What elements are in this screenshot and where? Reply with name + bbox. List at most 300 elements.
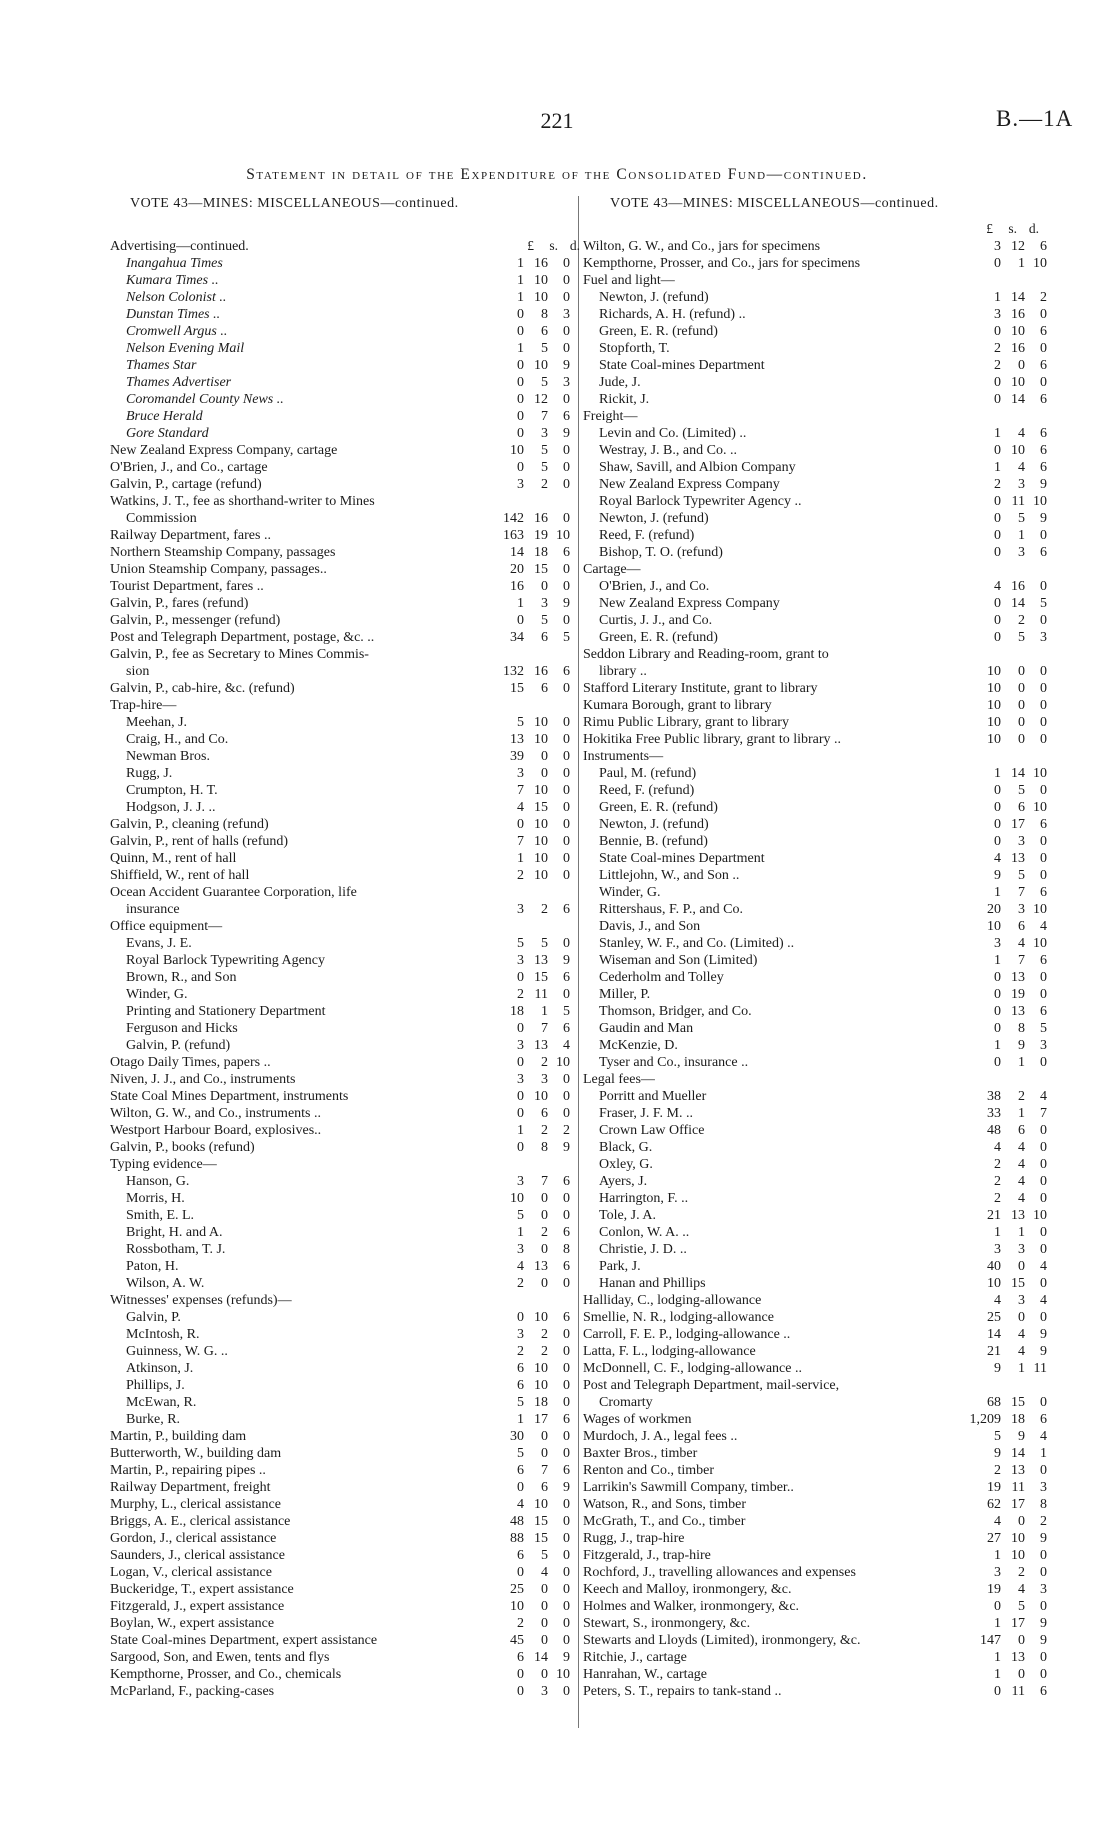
expenditure-row [110, 663, 570, 680]
shillings-value: 1 [541, 1004, 548, 1019]
shillings-value: 10 [534, 358, 548, 373]
shillings-value: 10 [534, 273, 548, 288]
pence-value: 0 [1040, 1650, 1047, 1665]
pounds-value: 5 [994, 1429, 1001, 1444]
expenditure-row [110, 1632, 570, 1649]
pence-value: 2 [1040, 1514, 1047, 1529]
left-expenditure-column [110, 238, 570, 1700]
pounds-value: 4 [517, 1497, 524, 1512]
expenditure-row [583, 1479, 1047, 1496]
shillings-value [1001, 1071, 1025, 1088]
pounds-value: 10 [987, 1276, 1001, 1291]
item-description: Nelson Colonist .. [126, 290, 227, 305]
pence-value: 0 [1040, 579, 1047, 594]
pence-value: 2 [1040, 290, 1047, 305]
shillings-value: 15 [534, 1514, 548, 1529]
item-description: Stanley, W. F., and Co. (Limited) .. [599, 936, 795, 951]
expenditure-row [110, 714, 570, 731]
pounds-value [492, 1292, 524, 1309]
shillings-value: 0 [541, 1599, 548, 1614]
item-description: Sargood, Son, and Ewen, tents and flys [110, 1650, 330, 1665]
shillings-value: 19 [534, 528, 548, 543]
item-description: Royal Barlock Typewriting Agency [126, 953, 326, 968]
expenditure-row [110, 1156, 570, 1173]
pounds-value: 6 [517, 1361, 524, 1376]
expenditure-row [110, 646, 570, 663]
item-description: Galvin, P., cleaning (refund) [110, 817, 269, 832]
shillings-value: 4 [1018, 1157, 1025, 1172]
pence-value: 9 [1040, 1344, 1047, 1359]
shillings-value: 3 [1018, 834, 1025, 849]
item-description: Murdoch, J. A., legal fees .. [583, 1429, 738, 1444]
expenditure-row [110, 425, 570, 442]
expenditure-row [110, 935, 570, 952]
pounds-value: 1 [994, 953, 1001, 968]
shillings-value: 0 [541, 1208, 548, 1223]
pounds-value: 2 [994, 341, 1001, 356]
item-description: Buckeridge, T., expert assistance [110, 1582, 294, 1597]
pence-value: 0 [563, 1497, 570, 1512]
pence-value: 6 [1040, 1684, 1047, 1699]
pence-value: 0 [563, 1565, 570, 1580]
shillings-value: 10 [1011, 1548, 1025, 1563]
item-description: Richards, A. H. (refund) .. [599, 307, 746, 322]
pence-value: 6 [1040, 239, 1047, 254]
item-description: Stewarts and Lloyds (Limited), ironmongery, &c. [583, 1633, 861, 1648]
item-description: Hanrahan, W., cartage [583, 1667, 707, 1682]
pence-value: 0 [1040, 1123, 1047, 1138]
pounds-value: 0 [994, 511, 1001, 526]
expenditure-row [110, 1105, 570, 1122]
pounds-value: 13 [510, 732, 524, 747]
shillings-value: 7 [1018, 953, 1025, 968]
item-description: Stafford Literary Institute, grant to library [583, 681, 818, 696]
pounds-value: 40 [987, 1259, 1001, 1274]
pounds-value: 1 [994, 1650, 1001, 1665]
shillings-value: 4 [541, 1565, 548, 1580]
shillings-value [524, 1292, 548, 1309]
expenditure-row [110, 357, 570, 374]
pounds-value: 1 [517, 256, 524, 271]
shillings-value: 16 [1011, 579, 1025, 594]
item-description: Halliday, C., lodging-allowance [583, 1293, 762, 1308]
pounds-value: 0 [994, 987, 1001, 1002]
shillings-value: 1 [1018, 1361, 1025, 1376]
expenditure-row [110, 1207, 570, 1224]
pence-value: 0 [563, 817, 570, 832]
pence-value [548, 238, 570, 255]
item-description: Meehan, J. [126, 715, 188, 730]
pounds-value: 39 [510, 749, 524, 764]
item-description: Otago Daily Times, papers .. [110, 1055, 271, 1070]
shillings-value [524, 1156, 548, 1173]
shillings-value: 6 [541, 324, 548, 339]
pence-value: 9 [1040, 477, 1047, 492]
expenditure-row [583, 527, 1047, 544]
pounds-value: 1 [994, 885, 1001, 900]
expenditure-row [110, 1241, 570, 1258]
pence-value: 0 [1040, 1276, 1047, 1291]
expenditure-row [583, 1326, 1047, 1343]
shillings-value: 0 [1018, 1633, 1025, 1648]
pounds-value: 0 [994, 375, 1001, 390]
item-description: Newton, J. (refund) [599, 817, 709, 832]
pounds-value: 3 [994, 307, 1001, 322]
item-description: Wilson, A. W. [126, 1276, 205, 1291]
expenditure-row [110, 1258, 570, 1275]
expenditure-row [583, 1564, 1047, 1581]
pounds-value: 0 [517, 324, 524, 339]
pounds-value: 3 [517, 1072, 524, 1087]
item-description: Hodgson, J. J. .. [126, 800, 216, 815]
pounds-value: 0 [994, 392, 1001, 407]
pounds-value: 0 [994, 1004, 1001, 1019]
expenditure-row [583, 1496, 1047, 1513]
expenditure-row [110, 850, 570, 867]
shillings-value: 7 [1018, 885, 1025, 900]
shillings-value: 0 [1018, 681, 1025, 696]
pounds-value: 1,209 [969, 1412, 1001, 1427]
item-description: Paul, M. (refund) [599, 766, 697, 781]
item-description: Hanson, G. [126, 1174, 190, 1189]
pence-value: 0 [563, 1616, 570, 1631]
expenditure-row [583, 884, 1047, 901]
pounds-value: 0 [994, 1021, 1001, 1036]
pence-value: 9 [563, 596, 570, 611]
pence-value: 6 [563, 902, 570, 917]
pounds-value: 1 [994, 766, 1001, 781]
item-description: Railway Department, fares .. [110, 528, 271, 543]
item-description: Galvin, P., rent of halls (refund) [110, 834, 289, 849]
expenditure-row [110, 1309, 570, 1326]
expenditure-row [110, 238, 570, 255]
pence-value: 9 [563, 358, 570, 373]
expenditure-row [110, 544, 570, 561]
pence-value: 0 [563, 511, 570, 526]
pounds-value: 45 [510, 1633, 524, 1648]
pounds-value: 2 [994, 1463, 1001, 1478]
pounds-value: 4 [994, 1514, 1001, 1529]
shillings-value: 17 [534, 1412, 548, 1427]
pence-value [1025, 646, 1047, 663]
pounds-value [492, 238, 524, 255]
right-column-heading: VOTE 43—MINES: MISCELLANEOUS—continued. [610, 196, 939, 211]
item-description: Galvin, P., fee as Secretary to Mines Commis- [110, 647, 369, 662]
pounds-value: 3 [517, 766, 524, 781]
shillings-value [524, 697, 548, 714]
expenditure-row [110, 1275, 570, 1292]
pence-value: 3 [1040, 1480, 1047, 1495]
expenditure-row [583, 1003, 1047, 1020]
expenditure-row [583, 1428, 1047, 1445]
pence-value [1025, 272, 1047, 289]
pounds-value [492, 493, 524, 510]
item-description: Hokitika Free Public library, grant to library .. [583, 732, 842, 747]
expenditure-row [583, 833, 1047, 850]
shillings-value: 12 [1011, 239, 1025, 254]
shillings-header: s. [549, 238, 558, 253]
item-description: Peters, S. T., repairs to tank-stand .. [583, 1684, 782, 1699]
shillings-value [524, 646, 548, 663]
pounds-value [957, 561, 1001, 578]
shillings-value: 0 [541, 1616, 548, 1631]
item-description: Christie, J. D. .. [599, 1242, 687, 1257]
item-description: Kempthorne, Prosser, and Co., jars for specimens [583, 256, 861, 271]
expenditure-row [110, 833, 570, 850]
item-description: Black, G. [599, 1140, 653, 1155]
pence-value: 6 [1040, 443, 1047, 458]
pence-value: 6 [1040, 885, 1047, 900]
expenditure-row [583, 1224, 1047, 1241]
shillings-value: 8 [541, 307, 548, 322]
pounds-value: 1 [517, 290, 524, 305]
expenditure-row [583, 1598, 1047, 1615]
pence-value: 10 [1033, 902, 1047, 917]
pence-value: 0 [1040, 1225, 1047, 1240]
pence-value: 6 [563, 1463, 570, 1478]
shillings-value: 3 [541, 426, 548, 441]
expenditure-row [583, 1615, 1047, 1632]
item-description: Advertising—continued. [110, 239, 249, 254]
shillings-value: 7 [541, 1021, 548, 1036]
item-description: Littlejohn, W., and Son .. [599, 868, 740, 883]
shillings-value: 10 [534, 1497, 548, 1512]
pence-value [548, 1156, 570, 1173]
item-description: Bennie, B. (refund) [599, 834, 708, 849]
shillings-value: 14 [534, 1650, 548, 1665]
shillings-value: 7 [541, 1174, 548, 1189]
shillings-value: 0 [541, 766, 548, 781]
shillings-value: 9 [1018, 1429, 1025, 1444]
pounds-value: 2 [517, 987, 524, 1002]
pence-value [1025, 1071, 1047, 1088]
shillings-value: 5 [541, 341, 548, 356]
expenditure-row [110, 1020, 570, 1037]
expenditure-row [583, 1649, 1047, 1666]
item-description: Cromarty [599, 1395, 653, 1410]
pounds-header: £ [986, 221, 993, 236]
pounds-value: 25 [510, 1582, 524, 1597]
pounds-value: 0 [994, 545, 1001, 560]
shillings-value: 4 [1018, 1140, 1025, 1155]
item-description: Holmes and Walker, ironmongery, &c. [583, 1599, 800, 1614]
pounds-value: 25 [987, 1310, 1001, 1325]
pounds-value: 68 [987, 1395, 1001, 1410]
pence-value: 0 [1040, 1191, 1047, 1206]
item-description: Davis, J., and Son [599, 919, 701, 934]
pence-value: 0 [1040, 1463, 1047, 1478]
pence-value [548, 918, 570, 935]
expenditure-row [110, 816, 570, 833]
shillings-value: 0 [541, 1242, 548, 1257]
pence-value: 9 [1040, 1327, 1047, 1342]
pence-value: 9 [563, 426, 570, 441]
expenditure-row [583, 289, 1047, 306]
pounds-value: 10 [510, 1191, 524, 1206]
pounds-value: 0 [994, 630, 1001, 645]
item-description: New Zealand Express Company, cartage [110, 443, 338, 458]
pounds-value: 5 [517, 1446, 524, 1461]
pounds-value: 0 [517, 409, 524, 424]
pence-value: 0 [1040, 851, 1047, 866]
pence-value: 6 [1040, 953, 1047, 968]
pounds-value: 2 [517, 868, 524, 883]
item-description: Nelson Evening Mail [126, 341, 245, 356]
shillings-value [1001, 748, 1025, 765]
pounds-value: 147 [980, 1633, 1001, 1648]
expenditure-row [110, 782, 570, 799]
expenditure-row [583, 442, 1047, 459]
item-description: Watson, R., and Sons, timber [583, 1497, 746, 1512]
pounds-value: 0 [517, 1106, 524, 1121]
shillings-value: 5 [1018, 868, 1025, 883]
statement-title: Statement in detail of the Expenditure of the Consolidated Fund—continued. [246, 166, 868, 183]
pence-value: 0 [563, 1361, 570, 1376]
pounds-value: 2 [994, 477, 1001, 492]
pence-value: 0 [563, 1429, 570, 1444]
expenditure-row [583, 357, 1047, 374]
shillings-value: 0 [1018, 1667, 1025, 1682]
pence-value: 8 [563, 1242, 570, 1257]
item-description: Rugg, J., trap-hire [583, 1531, 685, 1546]
pounds-value: 5 [517, 936, 524, 951]
expenditure-row [583, 935, 1047, 952]
expenditure-row [110, 595, 570, 612]
item-description: Tole, J. A. [599, 1208, 656, 1223]
pounds-value: 4 [517, 800, 524, 815]
pounds-value: 10 [987, 698, 1001, 713]
item-description: Royal Barlock Typewriter Agency .. [599, 494, 802, 509]
item-description: Green, E. R. (refund) [599, 324, 718, 339]
pence-value: 5 [1040, 1021, 1047, 1036]
shillings-value: 16 [1011, 307, 1025, 322]
expenditure-row [110, 1394, 570, 1411]
item-description: Bishop, T. O. (refund) [599, 545, 723, 560]
item-description: Rimu Public Library, grant to library [583, 715, 789, 730]
pence-value: 0 [1040, 613, 1047, 628]
pence-header: d. [1028, 221, 1039, 236]
expenditure-row [110, 1547, 570, 1564]
item-description: Brown, R., and Son [126, 970, 237, 985]
item-description: Rittershaus, F. P., and Co. [599, 902, 743, 917]
item-description: Cromwell Argus .. [126, 324, 228, 339]
item-description: McDonnell, C. F., lodging-allowance .. [583, 1361, 802, 1376]
expenditure-row [110, 629, 570, 646]
shillings-value: 0 [541, 1429, 548, 1444]
pounds-value: 1 [517, 341, 524, 356]
pence-value: 10 [556, 1667, 570, 1682]
item-description: Printing and Stationery Department [126, 1004, 326, 1019]
shillings-value: 10 [1011, 1531, 1025, 1546]
shillings-value: 3 [1018, 1293, 1025, 1308]
expenditure-row [583, 1105, 1047, 1122]
pounds-value: 0 [517, 1667, 524, 1682]
right-expenditure-column [583, 238, 1047, 1700]
pounds-value: 48 [987, 1123, 1001, 1138]
expenditure-row [583, 1292, 1047, 1309]
shillings-value: 17 [1011, 1616, 1025, 1631]
shillings-value: 10 [534, 817, 548, 832]
item-description: Bruce Herald [126, 409, 203, 424]
pounds-value: 27 [987, 1531, 1001, 1546]
pence-value: 0 [563, 1072, 570, 1087]
item-description: Trap-hire— [110, 698, 177, 713]
shillings-value [1001, 272, 1025, 289]
expenditure-row [110, 1173, 570, 1190]
column-divider [578, 196, 579, 1728]
pounds-value: 0 [517, 1480, 524, 1495]
pence-value: 0 [563, 1208, 570, 1223]
pounds-value: 88 [510, 1531, 524, 1546]
shillings-value: 19 [1011, 987, 1025, 1002]
shillings-value: 15 [1011, 1395, 1025, 1410]
pence-value: 0 [1040, 1140, 1047, 1155]
item-description: library .. [599, 664, 647, 679]
shillings-value: 3 [1018, 902, 1025, 917]
pounds-value: 1 [517, 1123, 524, 1138]
pounds-value: 0 [517, 358, 524, 373]
item-description: Railway Department, freight [110, 1480, 271, 1495]
shillings-value: 5 [1018, 630, 1025, 645]
pounds-value: 7 [517, 783, 524, 798]
expenditure-row [583, 578, 1047, 595]
item-description: Fitzgerald, J., expert assistance [110, 1599, 285, 1614]
expenditure-row [110, 1683, 570, 1700]
pence-value: 0 [563, 766, 570, 781]
shillings-value: 10 [534, 1089, 548, 1104]
pounds-value: 3 [517, 1174, 524, 1189]
expenditure-row [583, 646, 1047, 663]
item-description: Coromandel County News .. [126, 392, 284, 407]
pence-value: 0 [563, 1276, 570, 1291]
expenditure-row [583, 1071, 1047, 1088]
shillings-value: 13 [1011, 1463, 1025, 1478]
pence-value: 10 [556, 528, 570, 543]
item-description: Hanan and Phillips [599, 1276, 706, 1291]
item-description: Witnesses' expenses (refunds)— [110, 1293, 292, 1308]
pounds-value: 9 [994, 1446, 1001, 1461]
pounds-value: 4 [994, 1293, 1001, 1308]
pence-value: 4 [1040, 1429, 1047, 1444]
pounds-value: 0 [994, 613, 1001, 628]
item-description: Galvin, P., messenger (refund) [110, 613, 281, 628]
expenditure-row [583, 1241, 1047, 1258]
pence-value: 6 [563, 1174, 570, 1189]
pounds-value: 19 [987, 1582, 1001, 1597]
shillings-value: 13 [1011, 970, 1025, 985]
expenditure-row [110, 1666, 570, 1683]
pence-value: 1 [1040, 1446, 1047, 1461]
pence-value: 9 [563, 1480, 570, 1495]
shillings-value: 2 [541, 1123, 548, 1138]
item-description: Baxter Bros., timber [583, 1446, 698, 1461]
shillings-value [524, 493, 548, 510]
pence-value: 0 [1040, 528, 1047, 543]
shillings-value: 14 [1011, 290, 1025, 305]
pence-value: 3 [1040, 1582, 1047, 1597]
pence-value: 0 [563, 936, 570, 951]
shillings-value: 9 [1018, 1038, 1025, 1053]
pence-value: 6 [1040, 1004, 1047, 1019]
shillings-value: 15 [534, 970, 548, 985]
pence-value: 9 [563, 1650, 570, 1665]
pounds-value: 10 [987, 732, 1001, 747]
pounds-value: 0 [994, 443, 1001, 458]
expenditure-row [583, 1343, 1047, 1360]
expenditure-row [583, 1275, 1047, 1292]
pence-value: 0 [563, 749, 570, 764]
pounds-value: 18 [510, 1004, 524, 1019]
